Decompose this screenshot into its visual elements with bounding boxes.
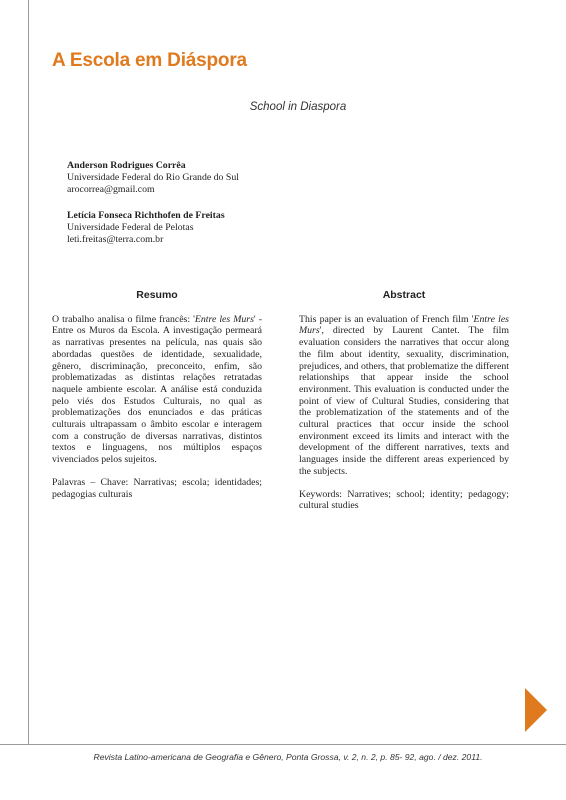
author-1 (67, 160, 239, 196)
paper-subtitle: School in Diaspora (249, 101, 347, 113)
resumo-text-end: ' - Entre os Muros da Escola. A investigação permeará as narrativas presentes na película, nas quais são abordadas questões de identidade, sexualidade, gênero, discriminação, preconceito, enfim, são problematizadas as distintas relações retratadas naquele ambiente escolar. A análise está conduzida pelo viés dos Estudos Culturais, no qual as problematizações dos enunciados e das práticas culturais ultrapassam o âmbito escolar e interagem com a construção de diversas narrativas, distintos textos e linguagens, nos múltiplos espaços vivenciados pelos sujeitos. (52, 313, 262, 466)
resumo-column (52, 290, 262, 511)
author-affiliation: Universidade Federal de Pelotas (67, 222, 194, 233)
abstract-column (299, 290, 509, 523)
resumo-text-start: O trabalho analisa o filme francês: ' (52, 313, 195, 325)
author-name: Letícia Fonseca Richthofen de Freitas (67, 210, 225, 221)
resumo-keywords: Palavras – Chave: Narrativas; escola; identidades; pedagogias culturais (52, 476, 262, 500)
abstract-film-title: Entre les Murs (299, 313, 509, 337)
author-email: arocorrea@gmail.com (67, 184, 155, 195)
author-email: leti.freitas@terra.com.br (67, 234, 164, 245)
abstract-body (299, 314, 509, 478)
author-block (67, 160, 239, 260)
abstract-heading: Abstract (382, 289, 426, 301)
abstract-text-end: ', directed by Laurent Cantet. The film evaluation considers the narratives that occur along the film about identity, sexuality, discrimination, prejudices, and others, that problematize the different relationships that appear inside the school environment. This evaluation is conducted under the point of view of Cultural Studies, considering that the problematization of the statements and of the cultural practices that occur inside the school environment exceed its limits and interact with the development of the different narratives, texts and languages inside the different areas experienced by the subjects. (299, 325, 509, 477)
journal-footer: Revista Latino-americana de Geografia e Gênero, Ponta Grossa, v. 2, n. 2, p. 85- 92, ago. / dez. 2011. (93, 752, 483, 762)
resumo-film-title: Entre les Murs (194, 313, 254, 325)
resumo-body (52, 314, 262, 466)
author-name: Anderson Rodrigues Corrêa (67, 160, 186, 171)
paper-title: A Escola em Diáspora (52, 50, 247, 71)
next-page-arrow-icon (525, 688, 547, 732)
author-2 (67, 210, 239, 246)
abstract-keywords: Keywords: Narratives; school; identity; pedagogy; cultural studies (299, 488, 509, 512)
author-affiliation: Universidade Federal do Rio Grande do Sul (67, 172, 239, 183)
frame-bottom-rule (0, 744, 566, 745)
resumo-heading: Resumo (136, 289, 178, 301)
abstract-text-start: This paper is an evaluation of French film ' (299, 313, 474, 325)
